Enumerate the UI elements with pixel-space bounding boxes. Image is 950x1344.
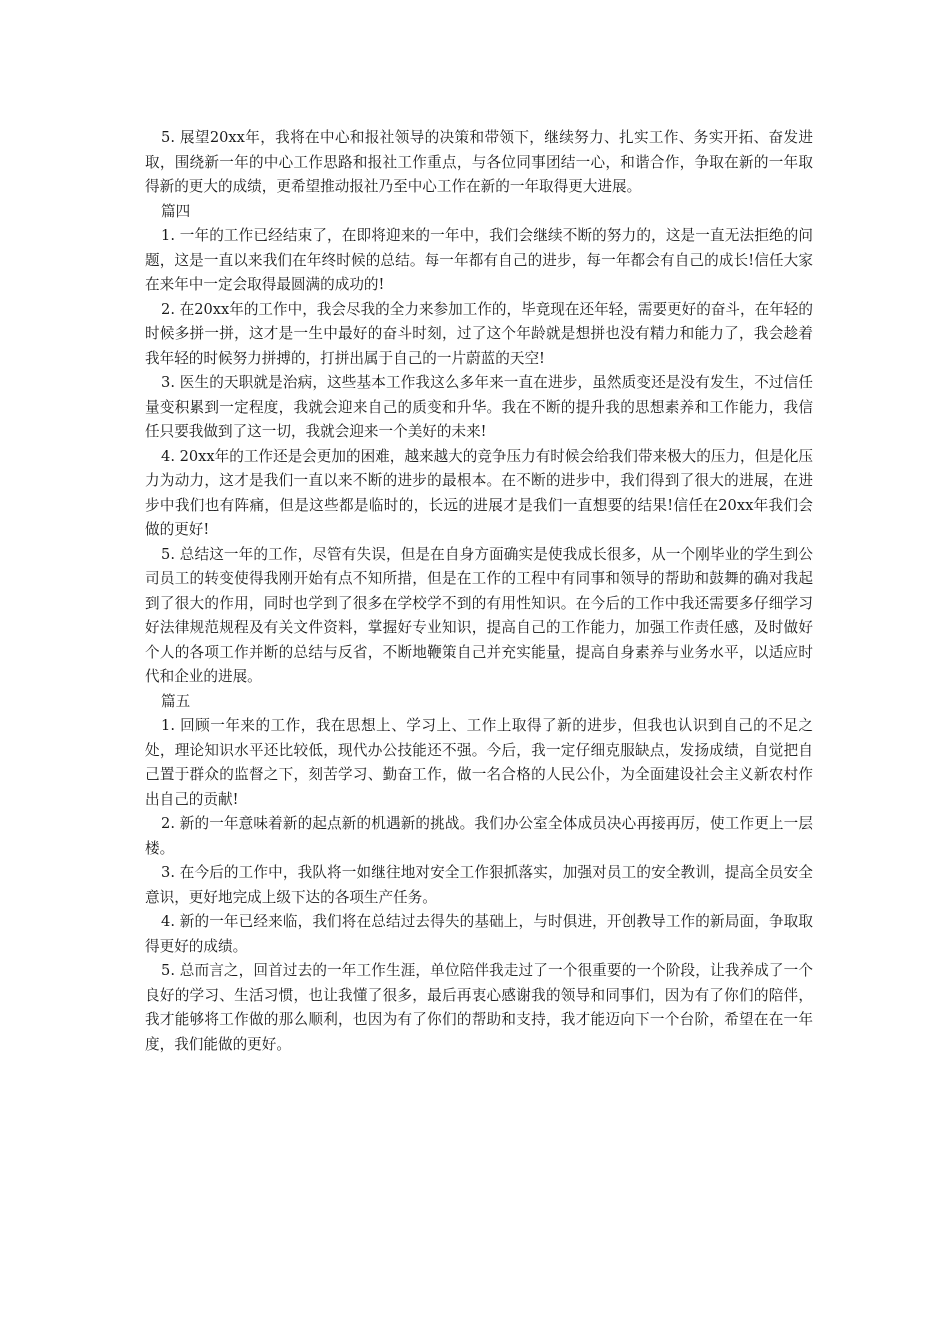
section5-paragraph-5: 5. 总而言之，回首过去的一年工作生涯，单位陪伴我走过了一个很重要的一个阶段，让我养成了一个良好的学习、生活习惯，也让我懂了很多，最后再衷心感谢我的领导和同事们，因为有了你们的陪伴，我才能够将工作做的那么顺利，也因为有了你们的帮助和支持，我才能迈向下一个台阶，希望在在一年度，我们能做的更好。 <box>145 962 813 1053</box>
section-title-5: 篇五 <box>161 692 191 710</box>
section5-paragraph-3: 3. 在今后的工作中，我队将一如继往地对安全工作狠抓落实，加强对员工的安全教训，提高全员安全意识，更好地完成上级下达的各项生产任务。 <box>145 864 813 906</box>
document-body <box>145 126 813 1057</box>
section4-paragraph-3: 3. 医生的天职就是治病，这些基本工作我这么多年来一直在进步，虽然质变还是没有发生，不过信任量变积累到一定程度，我就会迎来自己的质变和升华。我在不断的提升我的思想素养和工作能力，我信任只要我做到了这一切，我就会迎来一个美好的未来! <box>145 374 813 440</box>
section-title-4: 篇四 <box>161 202 191 220</box>
section4-paragraph-5: 5. 总结这一年的工作，尽管有失误，但是在自身方面确实是使我成长很多，从一个刚毕业的学生到公司员工的转变使得我刚开始有点不知所措，但是在工作的工程中有同事和领导的帮助和鼓舞的确对我起到了很大的作用，同时也学到了很多在学校学不到的有用性知识。在今后的工作中我还需要多仔细学习好法律规范规程及有关文件资料，掌握好专业知识，提高自己的工作能力，加强工作责任感，及时做好个人的各项工作并断的总结与反省，不断地鞭策自己并充实能量，提高自身素养与业务水平，以适应时代和企业的进展。 <box>145 545 813 685</box>
intro-paragraph: 5. 展望20xx年，我将在中心和报社领导的决策和带领下，继续努力、扎实工作、务实开拓、奋发进取，围绕新一年的中心工作思路和报社工作重点，与各位同事团结一心，和谐合作，争取在新的一年取得新的更大的成绩，更希望推动报社乃至中心工作在新的一年取得更大进展。 <box>145 129 813 195</box>
section5-paragraph-1: 1. 回顾一年来的工作，我在思想上、学习上、工作上取得了新的进步，但我也认识到自己的不足之处，理论知识水平还比较低，现代办公技能还不强。今后，我一定仔细克服缺点，发扬成绩，自觉把自己置于群众的监督之下，刻苦学习、勤奋工作，做一名合格的人民公仆，为全面建设社会主义新农村作出自己的贡献! <box>145 717 813 808</box>
section4-paragraph-1: 1. 一年的工作已经结束了，在即将迎来的一年中，我们会继续不断的努力的，这是一直无法拒绝的问题，这是一直以来我们在年终时候的总结。每一年都有自己的进步，每一年都会有自己的成长!信任大家在来年中一定会取得最圆满的成功的! <box>145 227 813 293</box>
section4-paragraph-4: 4. 20xx年的工作还是会更加的困难，越来越大的竞争压力有时候会给我们带来极大的压力，但是化压力为动力，这才是我们一直以来不断的进步的最根本。在不断的进步中，我们得到了很大的进展，在进步中我们也有阵痛，但是这些都是临时的，长远的进展才是我们一直想要的结果!信任在20xx年我们会做的更好! <box>145 447 813 538</box>
section5-paragraph-2: 2. 新的一年意味着新的起点新的机遇新的挑战。我们办公室全体成员决心再接再厉，使工作更上一层楼。 <box>145 815 813 857</box>
section4-paragraph-2: 2. 在20xx年的工作中，我会尽我的全力来参加工作的，毕竟现在还年轻，需要更好的奋斗，在年轻的时候多拼一拼，这才是一生中最好的奋斗时刻，过了这个年龄就是想拼也没有精力和能力了，我会趁着我年轻的时候努力拼搏的，打拼出属于自己的一片蔚蓝的天空! <box>145 300 813 367</box>
section5-paragraph-4: 4. 新的一年已经来临，我们将在总结过去得失的基础上，与时俱进，开创教导工作的新局面，争取取得更好的成绩。 <box>145 913 813 955</box>
